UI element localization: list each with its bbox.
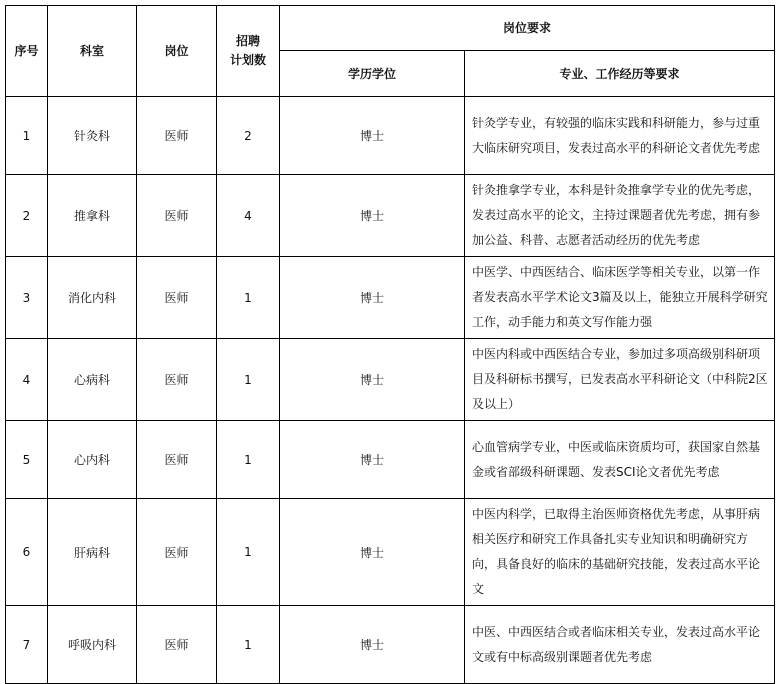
cell-position: 医师 xyxy=(137,257,217,339)
cell-requirements: 心血管病学专业，中医或临床资质均可，获国家自然基金或省部级科研课题、发表SCI论文者优先考虑 xyxy=(465,421,775,499)
cell-position: 医师 xyxy=(137,175,217,257)
table-row xyxy=(6,175,775,257)
cell-dept: 针灸科 xyxy=(48,97,137,175)
cell-dept: 心病科 xyxy=(48,339,137,421)
cell-count: 2 xyxy=(217,97,280,175)
cell-count: 1 xyxy=(217,421,280,499)
cell-seq: 4 xyxy=(6,339,48,421)
cell-seq: 3 xyxy=(6,257,48,339)
cell-degree: 博士 xyxy=(280,175,465,257)
cell-position: 医师 xyxy=(137,97,217,175)
table-row xyxy=(6,421,775,499)
cell-dept: 推拿科 xyxy=(48,175,137,257)
table-row xyxy=(6,606,775,684)
cell-dept: 呼吸内科 xyxy=(48,606,137,684)
recruitment-table xyxy=(5,5,775,684)
cell-count: 1 xyxy=(217,606,280,684)
cell-count: 1 xyxy=(217,257,280,339)
cell-degree: 博士 xyxy=(280,257,465,339)
cell-count: 4 xyxy=(217,175,280,257)
header-position: 岗位 xyxy=(137,6,217,97)
cell-position: 医师 xyxy=(137,499,217,606)
cell-dept: 心内科 xyxy=(48,421,137,499)
cell-seq: 1 xyxy=(6,97,48,175)
cell-seq: 6 xyxy=(6,499,48,606)
header-degree: 学历学位 xyxy=(280,51,465,97)
cell-degree: 博士 xyxy=(280,339,465,421)
cell-position: 医师 xyxy=(137,606,217,684)
cell-degree: 博士 xyxy=(280,97,465,175)
cell-position: 医师 xyxy=(137,421,217,499)
cell-count: 1 xyxy=(217,499,280,606)
cell-dept: 消化内科 xyxy=(48,257,137,339)
cell-position: 医师 xyxy=(137,339,217,421)
header-major: 专业、工作经历等要求 xyxy=(465,51,775,97)
cell-degree: 博士 xyxy=(280,606,465,684)
cell-requirements: 针灸推拿学专业，本科是针灸推拿学专业的优先考虑，发表过高水平的论文，主持过课题者优先考虑，拥有参加公益、科普、志愿者活动经历的优先考虑 xyxy=(465,175,775,257)
header-requirements: 岗位要求 xyxy=(280,6,775,51)
cell-requirements: 针灸学专业，有较强的临床实践和科研能力，参与过重大临床研究项目，发表过高水平的科研论文者优先考虑 xyxy=(465,97,775,175)
cell-degree: 博士 xyxy=(280,499,465,606)
cell-requirements: 中医学、中西医结合、临床医学等相关专业，以第一作者发表高水平学术论文3篇及以上，能独立开展科学研究工作，动手能力和英文写作能力强 xyxy=(465,257,775,339)
table-row xyxy=(6,257,775,339)
cell-requirements: 中医内科或中西医结合专业，参加过多项高级别科研项目及科研标书撰写，已发表高水平科研论文（中科院2区及以上） xyxy=(465,339,775,421)
cell-requirements: 中医内科学，已取得主治医师资格优先考虑，从事肝病相关医疗和研究工作具备扎实专业知识和明确研究方向，具备良好的临床的基础研究技能，发表过高水平论文 xyxy=(465,499,775,606)
cell-requirements: 中医、中西医结合或者临床相关专业，发表过高水平论文或有中标高级别课题者优先考虑 xyxy=(465,606,775,684)
header-plan-line1: 招聘 xyxy=(235,34,260,48)
table-row xyxy=(6,97,775,175)
header-plan-count xyxy=(217,6,280,97)
cell-seq: 5 xyxy=(6,421,48,499)
header-dept: 科室 xyxy=(48,6,137,97)
cell-seq: 7 xyxy=(6,606,48,684)
cell-count: 1 xyxy=(217,339,280,421)
cell-dept: 肝病科 xyxy=(48,499,137,606)
cell-degree: 博士 xyxy=(280,421,465,499)
table-row xyxy=(6,499,775,606)
cell-seq: 2 xyxy=(6,175,48,257)
table-row xyxy=(6,339,775,421)
header-seq: 序号 xyxy=(6,6,48,97)
header-plan-line2: 计划数 xyxy=(229,53,266,67)
